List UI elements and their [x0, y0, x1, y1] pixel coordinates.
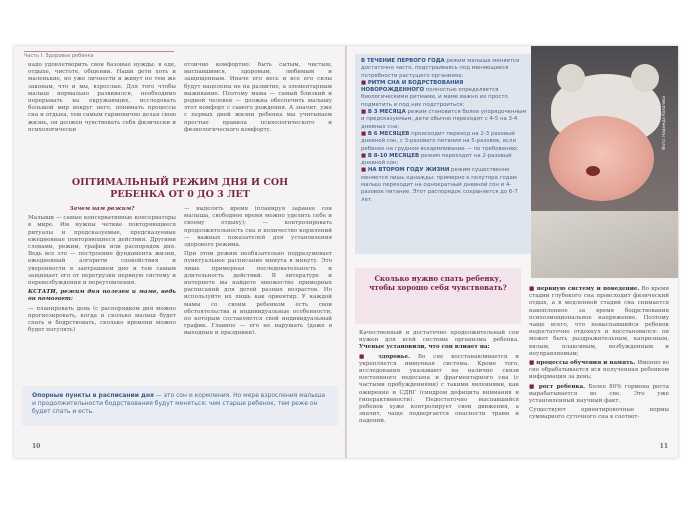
- nervous-lead: нервную систему и поведение.: [536, 286, 640, 292]
- info-item3-lead: В 6 МЕСЯЦЕВ: [367, 130, 410, 137]
- bullet-icon: ■: [361, 79, 368, 86]
- sleep-intro: [359, 330, 519, 352]
- bullet-icon: ■: [529, 286, 537, 292]
- schedule-paragraph: При этом режим необязательно подразумевает пунктуальное расписание минута в минуту. Это лишь примерная последовательность и длительность действий. В литературе и интернете вы найдете множество примерных расписаний для детей разных возрастов. Но используйте их лишь как ориентир. У каждой мамы со своим ребенком есть свои обстоятельства и индивидуальные особенности, по которым составляется свой индивидуальный график. Главное — его не нарушать (даже в выходные и праздники).: [184, 251, 332, 337]
- right-col-b: [529, 286, 669, 446]
- bullet-icon: ■: [361, 109, 368, 116]
- norms-paragraph: Существуют ориентировочные нормы суммарного суточного сна в соответ-: [529, 407, 669, 421]
- bullet-icon: ■: [529, 360, 537, 367]
- book-spread: [14, 46, 678, 458]
- intro-paragraph-1: надо удовлетворить свои базовые нужды: в еде, отдыхе, чистоте, общении. Наши дети хоть и маленькие, но уже личности и живут по тем же законам, что и мы, взрослые. Для того чтобы малыш нормально развивался, необходимо перерывать на окружающих, исследовать большой мир вокруг него, понимать процессы сна и отдыха, тем самым гармонично делая свою жизнь, он должен чувствовать себя физически и психологически: [28, 62, 176, 133]
- info-lead: В ТЕЧЕНИЕ ПЕРВОГО ГОДА: [361, 58, 445, 64]
- health-text: Во сне восстанавливается и укрепляется иммунная система. Кроме того, исследования указывают на наличие связи постоянного недосыпа и фрагментарного сна (с частыми пробуждениями) с такими явлениями, как ожирение и СДВГ (синдром дефицита внимания и гиперактивности). Недостаточно выспавшийся ребенок хуже контролирует свои движения, а значит, чаще подвергается опасности травм и падений.: [359, 353, 519, 425]
- left-col2-body: [184, 206, 332, 382]
- info-item5-text: режим существенно меняется лишь однажды: примерно к полутора годам малыш переходит на однократный дневной сон и 4-разовое питание. Этот распорядок сохраняется до 6-7 лет.: [361, 167, 518, 203]
- page-number-right: 11: [659, 443, 668, 450]
- sleep-item-learning: [529, 360, 669, 382]
- kstati-item: — планировать день (с распорядком дня можно прогнозировать, когда и сколько малыш будет спать и бодрствовать, сколько времени можно будет погулять): [28, 305, 176, 334]
- hat-ear-right: [631, 64, 659, 92]
- callout-lead: Опорные пункты в расписании дня: [32, 392, 154, 399]
- left-col1-body: [28, 206, 176, 382]
- bullet-icon: ■: [529, 383, 539, 390]
- running-head: Часть I. Здоровье ребенка: [24, 51, 174, 59]
- baby-face: [549, 116, 654, 201]
- learning-text: Именно во сне обрабатывается вся полученная ребенком информация за день;: [529, 360, 669, 381]
- kstati-items-continued: — выделять время (планируя заранее сон малыша, свободное время можно уделить себе и своему отдыху); — контролировать продолжительность сна и количество кормлений — важных показателей для установления здорового режима.: [184, 206, 332, 249]
- callout-text: — это сон и кормления. Но мере взросления малыша и продолжительности бодрствования будут меняться: чем старше ребенок, тем реже он будет спать и есть.: [32, 392, 326, 415]
- learning-lead: процессы обучения и память.: [536, 360, 636, 367]
- page-number-left: 10: [32, 443, 41, 450]
- left-col1-intro: [28, 62, 176, 174]
- bullet-icon: ■: [361, 152, 368, 159]
- first-year-infobox: [355, 54, 533, 254]
- nervous-text: Во время стадии глубокого сна происходит физический отдых, а в медленной стадии сна снимается накопленное за время бодрствования психоэмоциональное напряжение. Поэтому чаще всего, что невыспавшийся ребенок недостаточно отдохнул и восстановился: он может быть раздражительным, капризным, вялым, плаксивым, возбужденным и неуправляемым;: [529, 286, 669, 357]
- sleep-item-health: [359, 354, 519, 426]
- why-heading: Зачем нам режим?: [69, 206, 135, 212]
- sleep-question-heading: Сколько нужно спать ребенку, чтобы хорошо себя чувствовать?: [355, 268, 521, 324]
- sleep-item-growth: [529, 384, 669, 406]
- bullet-icon: ■: [361, 167, 368, 174]
- hat-ear-left: [557, 64, 585, 92]
- bullet-icon: ■: [361, 130, 368, 137]
- info-item4-lead: В 8-10 МЕСЯЦЕВ: [367, 152, 420, 159]
- info-item4-text: режим переходит на 2-разовый дневной сон;: [361, 152, 512, 167]
- info-item5-lead: НА ВТОРОМ ГОДУ ЖИЗНИ: [367, 167, 450, 174]
- sleep-intro-text: Качественный и достаточно продолжительный сон нужен для всей системы организма ребенка.: [359, 330, 519, 344]
- photo-credit: Фото: Надежда Ковалева: [661, 96, 666, 150]
- left-col2-intro: [184, 62, 332, 174]
- info-item2-lead: В 3 МЕСЯЦА: [367, 109, 406, 116]
- info-item1-text: полностью определяется биологическими ритмами, и маме важно их просто подметить и под них подстроиться;: [361, 87, 508, 108]
- baby-mouth: [586, 166, 600, 176]
- intro-paragraph-2: отлично комфортно: быть сытым, чистым, выспавшимся, здоровым, любимым и защищенным. Иначе его весь и все его силы будут нацелены не на развитие, а элементарным выживание. Поэтому мама — самый близкий и родной человек — должна обеспечить малышу этот комфорт с самого рождения. А значит, уже с первых дней жизни ребенка мы учитываем простые правила психологического и физиологического комфорту.: [184, 62, 332, 133]
- right-page: [347, 46, 678, 458]
- sleep-intro-lead: Ученые установили, что сон влияет на:: [359, 344, 490, 351]
- sleep-item-nervous: [529, 286, 669, 358]
- health-lead: здоровье.: [378, 353, 411, 360]
- kstati-heading: КСТАТИ, режим дня полезен и маме, ведь он помогает:: [28, 289, 176, 303]
- why-paragraph: Малыши — самые консервативные консерваторы в мире. Им нужны четкие повторяющиеся ритуалы и предсказуемые, предсказуемые ежедневные повторяющиеся действия. Другими словами, режим, график или распорядок дня. Ведь все это — построение фундамента жизни, ежедневный алгоритм спокойствия и уверенности в завтрашнем дне и тем самым защищает его от перегрузки нервную систему и перевозбуждения и переутомления.: [28, 215, 176, 287]
- info-item2-text: режим становится более упорядоченным и предсказуемым, дети обычно переходят с 4-5 на 3-4 дневных сна;: [361, 109, 527, 130]
- growth-lead: рост ребенка.: [538, 383, 586, 390]
- info-item1-lead: РИТМ СНА И БОДРСТВОВАНИЯ НОВОРОЖДЕННОГО: [361, 79, 464, 94]
- info-item3-text: происходит переход на 2-3 разовый дневной сон, с 3-разового питания на 5-разовое, если ребенок на грудном вскармливании — по требованию;: [361, 130, 519, 152]
- left-page: [14, 46, 346, 458]
- callout-box: [22, 386, 338, 426]
- right-col-a: [359, 330, 519, 448]
- bullet-icon: ■: [359, 353, 379, 360]
- knit-blanket: [531, 211, 678, 278]
- growth-text: Более 80% гормона роста вырабатывается во сне. Это уже установленный научный факт.: [529, 383, 669, 405]
- section-title: ОПТИМАЛЬНЫЙ РЕЖИМ ДНЯ И СОН РЕБЕНКА ОТ 0 ДО 3 ЛЕТ: [71, 177, 289, 200]
- info-text: режим малыша меняется достаточно часто, подстраиваясь под меняющиеся потребности растущего организма:: [361, 58, 520, 79]
- baby-photo: [531, 46, 678, 278]
